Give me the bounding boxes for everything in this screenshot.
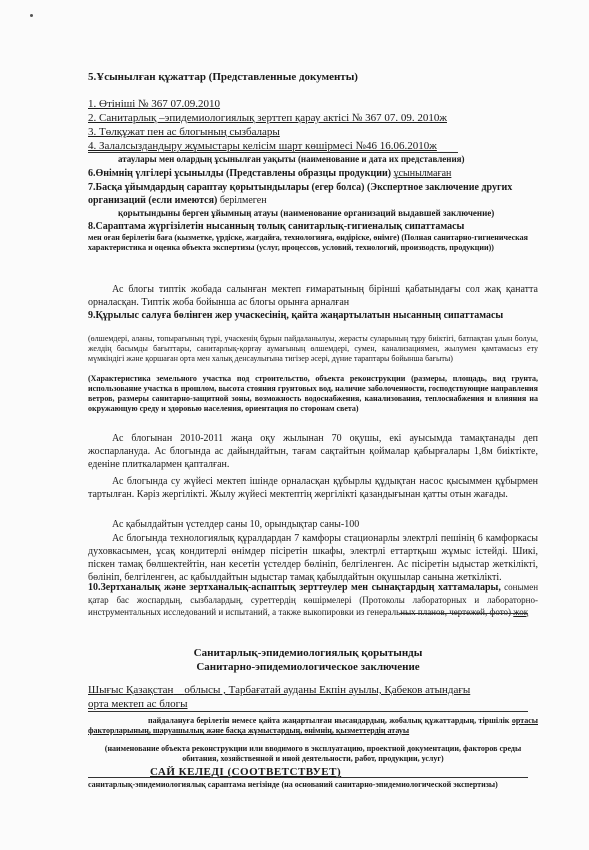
document-item-4: 4. Залалсыздандыру жұмыстары келісім шарт көшірмесі №46 16.06.2010ж: [88, 140, 437, 152]
section-8-body: Ас блогы типтік жобада салынған мектеп ғимаратының бірінші қабатындағы сол жақ қанатта орналасқан. Типтік жоба бойынша ас блогы орынға арналған: [88, 284, 538, 308]
object-region: Шығыс Қазақстан: [88, 684, 174, 696]
section-10-text: сонымен қатар бас жоспардың, сызбалардың, суреттердің көшірмелері (Протоколы лабораторных и лабораторно-инструментальных исследований и испытаний, а также выкопировки из генеральных планов, чертежей, фото): [88, 582, 539, 617]
section-7-value: берілмеген: [219, 195, 267, 206]
object-caption-kz: [88, 716, 538, 736]
scan-speck: [30, 14, 33, 17]
section-9-paragraph-1: Ас блогынан 2010-2011 жаңа оқу жылынан 70 оқушы, екі ауысымда тамақтанады деп жоспарлануда. Ас блогында ас дайындайтын, тағам сақтайтын қоймалар қабырғалары 1,8м биіктікте, еденіне плиткалармен қапталған.: [88, 433, 538, 470]
object-underline: [88, 711, 528, 712]
section-9-paragraph-2: Ас блогында су жүйесі мектеп ішінде орналасқан құбырлы құдықтан насос қысыммен құбырмен тартылған. Кәріз жергілікті. Жылу жүйесі мектептің жергілікті қазандығынан қатты отын жағады.: [88, 476, 538, 500]
object-oblast: облысы ,: [184, 684, 226, 696]
section-9-paragraph-4: Ас блогында технологиялық құралдардан 7 камфоры стационарлы электрлі пешінің 6 камфоркасы духовкасымен, ұсақ кондитерлі өнімдер пісіретін шкафы, электрлі еттартқыш жұмыс істейді. Шикі, піскен тамақ бөлшектейтін, нан кесетін үстелдер бөлініп, белгіленген. Ас пісіретін ыдыстар жеткілікті, бөлініп, белгіленген, ас қабылдайтын ыдыстар тамақ қабылдайтын оқушылар санына жеткілікті.: [88, 533, 538, 583]
section-8-title: 8.Сараптама жүргізілетін нысанның толық санитарлық-гигиеналық сипаттамасы: [88, 221, 465, 232]
section-7: [88, 181, 538, 207]
object-caption-kz-underlined: ортасы факторларының, шаруашылық және басқа жұмыстардың, өнімнің, қызметтердің атауы: [88, 716, 539, 735]
section-9-title: 9.Құрылыс салуға бөлінген жер учаскесінің, қайта жаңартылатын нысанның сипаттамасы: [88, 310, 504, 321]
section-9-paragraph-3: Ас қабылдайтын үстелдер саны 10, орындықтар саны-100: [112, 519, 360, 530]
section-8-hint-ru: (Полная санитарно-гигиеническая характеристика и оценка объекта экспертизы (услуг, процессов, условий, технологий, производств, продукции)): [88, 233, 528, 252]
section-6-value: ұсынылмаған: [393, 168, 452, 179]
document-item-2: 2. Санитарлық –эпидемиологиялық зерттеп қарау актісі № 367 07. 09. 2010ж: [88, 112, 447, 124]
verdict: САЙ КЕЛЕДІ (СООТВЕТСТВУЕТ): [150, 766, 342, 778]
section-9-hint-ru: (Характеристика земельного участка под строительство, объекта реконструкции (размеры, площадь, вид грунта, использование участка в прошлом, высота стояния грунтовых вод, наличие заболоченности, господствующие направления ветров, размеры санитарно-защитной зоны, возможность водоснабжения, канализования, теплоснабжения и влияния на окружающую среду и здоровью населения, ориентация по сторонам света): [88, 374, 538, 413]
section-7-caption: қорытындыны берген ұйымның атауы (наименование организаций выдавшей заключение): [118, 208, 495, 218]
section-10-fill-line: [400, 613, 528, 614]
conclusion-title-kz: Санитарлық-эпидемиологиялық қорытынды: [193, 647, 423, 659]
object-location: [88, 683, 538, 697]
object-caption-ru: (наименование объекта реконструкции или вводимого в эксплуатацию, проектной документации, факторов среды обитания, хозяйственной и иной деятельности, работ, продукции, услуг): [104, 744, 522, 763]
section-5-title: 5.Ұсынылған құжаттар (Представленные документы): [88, 71, 358, 83]
verdict-underline: [88, 777, 528, 778]
basis-text: санитарлық-эпидемиологиялық сараптама негізінде (на оснований санитарно-эпидемиологической экспертизы): [88, 780, 498, 789]
section-8-hint-kz: мен оған берілетін баға (кызметке, үрдіске, жағдайға, технологияға, өндіріске, өнімге): [88, 233, 400, 242]
documents-caption: атаулары мен олардың ұсынылған уақыты (наименование и дата их представления): [118, 154, 465, 164]
section-8-hint: [88, 233, 538, 253]
document-item-3: 3. Төлқұжат пен ас блогының сызбалары: [88, 126, 280, 138]
object-district: Тарбағатай ауданы Екпін ауылы, Қабеков атындағы: [228, 684, 471, 696]
section-10-value: жоқ: [513, 607, 529, 617]
document-item-1: 1. Өтініші № 367 07.09.2010: [88, 98, 221, 110]
conclusion-title-ru: Санитарно-эпидемиологическое заключение: [196, 661, 420, 673]
section-7-label: 7.Басқа ұйымдардың сараптау қорытындылары (егер болса) (Экспертное заключение других организаций (если имеются): [88, 182, 513, 206]
object-name: орта мектеп ас блогы: [88, 698, 188, 710]
section-6-label: 6.Өнімнің үлгілері ұсынылды (Представлены образцы продукции): [88, 168, 392, 179]
section-6: [88, 167, 548, 180]
section-10-title: 10.Зертханалық және зертханалық-аспаптық зерттеулер мен сынақтардың хаттамалары,: [88, 582, 501, 593]
object-caption-kz-text: пайдалануға берілетін немесе қайта жаңартылған нысандардың, жобалық құжаттардың, тіршілік: [148, 716, 510, 725]
section-9-hint-kz: (өлшемдері, аланы, топырағының түрі, учаскенің бұрын пайдаланылуы, жерасты суларының тұру биіктігі, батпақтан ұлын болуы, желдің басымды бағыттары, санитарлық-қорғау аумағының өлшемдері, сумен, канализациямен, жылумен қамтамасыз ету мүмкіндігі және қоршаған орта мен халық денсаулығына тигізер әсері, дүние тараптары бойынша бағыты): [88, 334, 538, 363]
